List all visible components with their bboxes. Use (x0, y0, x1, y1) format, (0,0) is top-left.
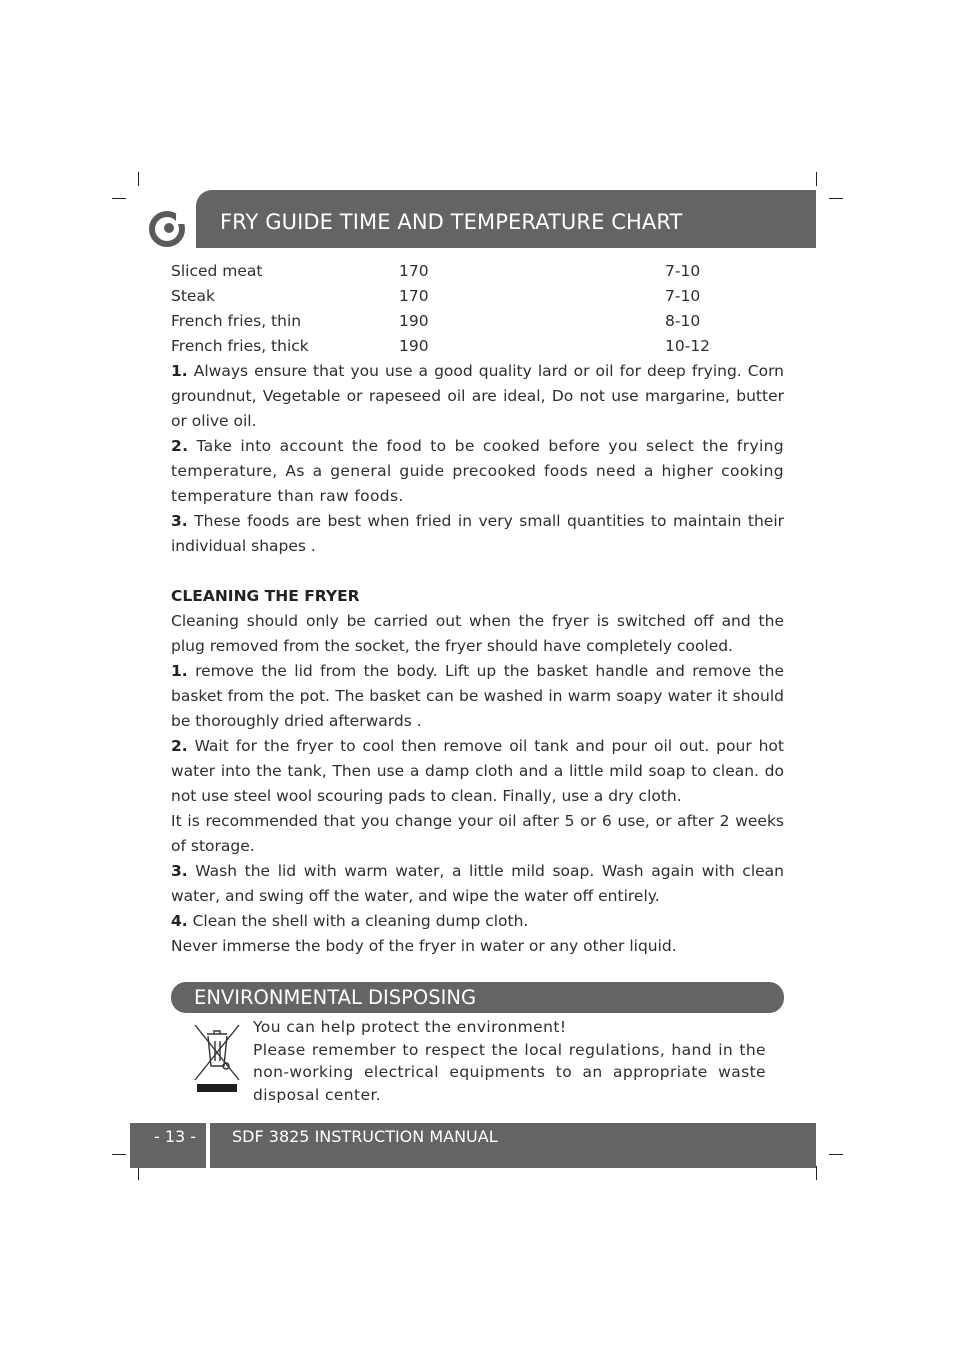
table-row (171, 259, 784, 284)
cleaning-note: It is recommended that you change your oil after 5 or 6 use, or after 2 weeks of storage. (171, 812, 784, 855)
table-row (171, 334, 784, 359)
environment-text (253, 1016, 766, 1107)
cleaning-warning: Never immerse the body of the fryer in water or any other liquid. (171, 937, 677, 955)
step-text: remove the lid from the body. Lift up the basket handle and remove the basket from the pot. The basket can be washed in warm soapy water it should be thoroughly dried afterwards . (171, 662, 784, 730)
step-text: Wash the lid with warm water, a little mild soap. Wash again with clean water, and swing off the water, and wipe the water off entirely. (171, 862, 784, 905)
environment-title: ENVIRONMENTAL DISPOSING (194, 986, 477, 1009)
step-text: Clean the shell with a cleaning dump cloth. (187, 912, 529, 930)
footer-page-box (130, 1123, 206, 1168)
temperature-cell: 170 (399, 287, 429, 305)
tip-text: Always ensure that you use a good quality lard or oil for deep frying. Corn groundnut, Vegetable or rapeseed oil are ideal, Do not use margarine, butter or olive oil. (171, 362, 784, 430)
food-cell: Steak (171, 287, 215, 305)
tip-paragraph (171, 434, 784, 509)
step-number: 1. (171, 662, 188, 680)
step-number: 2. (171, 737, 188, 755)
cleaning-heading: CLEANING THE FRYER (171, 587, 360, 605)
tip-number: 2. (171, 437, 189, 455)
temperature-cell: 190 (399, 312, 429, 330)
tip-number: 3. (171, 512, 188, 530)
tip-number: 1. (171, 362, 188, 380)
cleaning-intro: Cleaning should only be carried out when the fryer is switched off and the plug removed from the socket, the fryer should have completely cooled. (171, 612, 784, 655)
page-title: FRY GUIDE TIME AND TEMPERATURE CHART (220, 210, 683, 234)
crop-mark (112, 198, 126, 199)
crop-mark (816, 1166, 817, 1180)
brand-logo-icon (148, 210, 188, 250)
cleaning-step (171, 659, 784, 734)
time-cell: 8-10 (665, 312, 701, 330)
crop-mark (112, 1154, 126, 1155)
crop-mark (138, 1166, 139, 1180)
tip-paragraph (171, 359, 784, 434)
cleaning-step (171, 909, 784, 934)
food-cell: Sliced meat (171, 262, 263, 280)
environment-header (171, 982, 784, 1013)
time-cell: 7-10 (665, 262, 701, 280)
time-cell: 10-12 (665, 337, 711, 355)
main-content (171, 259, 784, 959)
food-cell: French fries, thin (171, 312, 302, 330)
time-cell: 7-10 (665, 287, 701, 305)
cleaning-step (171, 859, 784, 909)
crop-mark (816, 172, 817, 186)
table-row (171, 284, 784, 309)
crop-mark (829, 198, 843, 199)
weee-crossed-bin-icon (193, 1022, 241, 1094)
crop-mark (138, 172, 139, 186)
step-number: 3. (171, 862, 188, 880)
environment-line: Please remember to respect the local regulations, hand in the non-working electrical equipments to an appropriate waste disposal center. (253, 1040, 766, 1105)
step-number: 4. (171, 912, 188, 930)
manual-title: SDF 3825 INSTRUCTION MANUAL (232, 1127, 498, 1146)
temperature-cell: 190 (399, 337, 429, 355)
cleaning-step (171, 734, 784, 809)
tip-text: Take into account the food to be cooked before you select the frying temperature, As a general guide precooked foods need a higher cooking temperature than raw foods. (171, 437, 784, 505)
page-number: - 13 - (154, 1127, 197, 1146)
tip-text: These foods are best when fried in very small quantities to maintain their individual shapes . (171, 512, 784, 555)
food-cell: French fries, thick (171, 337, 309, 355)
table-row (171, 309, 784, 334)
environment-line: You can help protect the environment! (253, 1018, 567, 1036)
temperature-cell: 170 (399, 262, 429, 280)
section-header (196, 190, 816, 248)
step-text: Wait for the fryer to cool then remove oil tank and pour oil out. pour hot water into the tank, Then use a damp cloth and a little mild soap to clean. do not use steel wool scouring pads to clean. Finally, use a dry cloth. (171, 737, 784, 805)
spacer (171, 559, 784, 584)
footer-manual-box (210, 1123, 816, 1168)
crop-mark (829, 1154, 843, 1155)
tip-paragraph (171, 509, 784, 559)
